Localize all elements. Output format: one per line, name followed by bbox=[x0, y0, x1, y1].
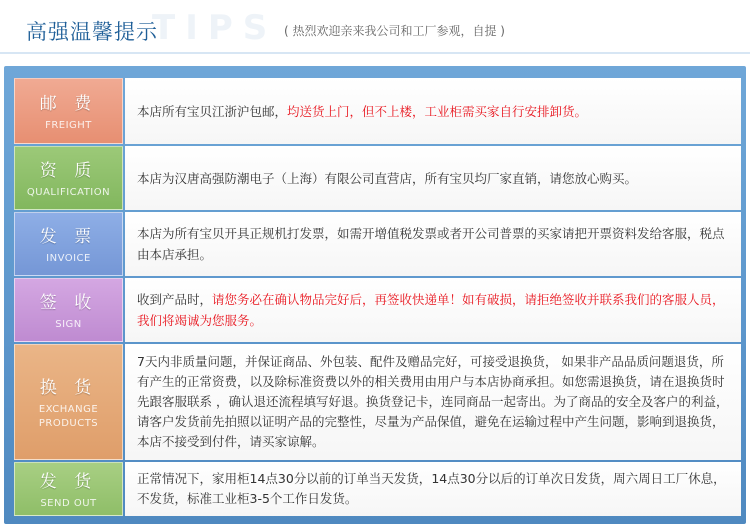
page-title: 高强温馨提示 bbox=[26, 20, 158, 44]
label-invoice bbox=[14, 212, 123, 276]
header-tips-watermark: TIPS bbox=[152, 8, 278, 48]
invoice-text: 本店为所有宝贝开具正规机打发票，如需开增值税发票或者开公司普票的买家请把开票资料发给客服，税点由本店承担。 bbox=[137, 226, 725, 262]
sign-text-highlight: 请您务必在确认物品完好后，再签收快递单！如有破损，请拒绝签收并联系我们的客服人员，我们将竭诚为您服务。 bbox=[137, 292, 725, 328]
label-qualification-cn: 资 质 bbox=[39, 161, 98, 181]
row-exchange bbox=[14, 344, 741, 460]
label-sign-cn: 签 收 bbox=[39, 293, 98, 313]
qualification-text: 本店为汉唐高强防潮电子（上海）有限公司直营店，所有宝贝均厂家直销，请您放心购买。 bbox=[137, 170, 638, 186]
label-qualification bbox=[14, 146, 123, 210]
label-sign bbox=[14, 278, 123, 342]
label-ship-en: SEND OUT bbox=[40, 498, 97, 509]
ship-text: 正常情况下，家用柜14点30分以前的订单当天发货，14点30分以后的订单次日发货，周六周日工厂休息，不发货，标准工业柜3-5个工作日发货。 bbox=[137, 471, 726, 506]
content-exchange bbox=[125, 344, 741, 460]
content-ship bbox=[125, 462, 741, 516]
label-freight-en: FREIGHT bbox=[45, 120, 92, 131]
label-qualification-en: QUALIFICATION bbox=[26, 187, 111, 198]
row-invoice bbox=[14, 212, 741, 276]
exchange-text: 7天内非质量问题，并保证商品、外包装、配件及赠品完好，可接受退换货， 如果非产品品质问题退货，所有产生的正常资费，以及除标准资费以外的相关费用由用户与本店协商承担。如您需退换货，请在退换货时先跟客服联系 ，确认退还流程填写好退。换货登记卡，连同商品一起寄出。为了商品的安全及客户的利益，请客户发货前先拍照以证明产品的完整性，尽量为产品保值，避免在运输过程中产生问题，影响到退换货，本店不接受到付件，请买家谅解。 bbox=[137, 354, 729, 449]
content-sign bbox=[125, 278, 741, 342]
header-divider bbox=[0, 52, 750, 54]
header-subtitle: ( 热烈欢迎亲来我公司和工厂参观，自提 ) bbox=[284, 24, 505, 38]
label-exchange-en: EXCHANGE PRODUCTS bbox=[38, 404, 99, 429]
label-ship bbox=[14, 462, 123, 516]
sign-text: 收到产品时， bbox=[137, 292, 213, 307]
row-ship bbox=[14, 462, 741, 516]
header bbox=[0, 0, 750, 62]
row-sign bbox=[14, 278, 741, 342]
label-freight bbox=[14, 78, 123, 144]
freight-text: 本店所有宝贝江浙沪包邮， bbox=[137, 103, 288, 119]
label-ship-cn: 发 货 bbox=[39, 472, 98, 492]
freight-text-highlight: 均送货上门，但不上楼，工业柜需买家自行安排卸货。 bbox=[287, 103, 588, 119]
row-freight bbox=[14, 78, 741, 144]
content-qualification bbox=[125, 146, 741, 210]
row-qualification bbox=[14, 146, 741, 210]
label-invoice-cn: 发 票 bbox=[39, 227, 98, 247]
label-freight-cn: 邮 费 bbox=[39, 94, 98, 114]
label-exchange-cn: 换 货 bbox=[39, 378, 98, 398]
content-invoice bbox=[125, 212, 741, 276]
label-sign-en: SIGN bbox=[55, 319, 82, 330]
notice-panel bbox=[4, 66, 746, 524]
label-exchange bbox=[14, 344, 123, 460]
label-invoice-en: INVOICE bbox=[46, 253, 91, 264]
content-freight bbox=[125, 78, 741, 144]
